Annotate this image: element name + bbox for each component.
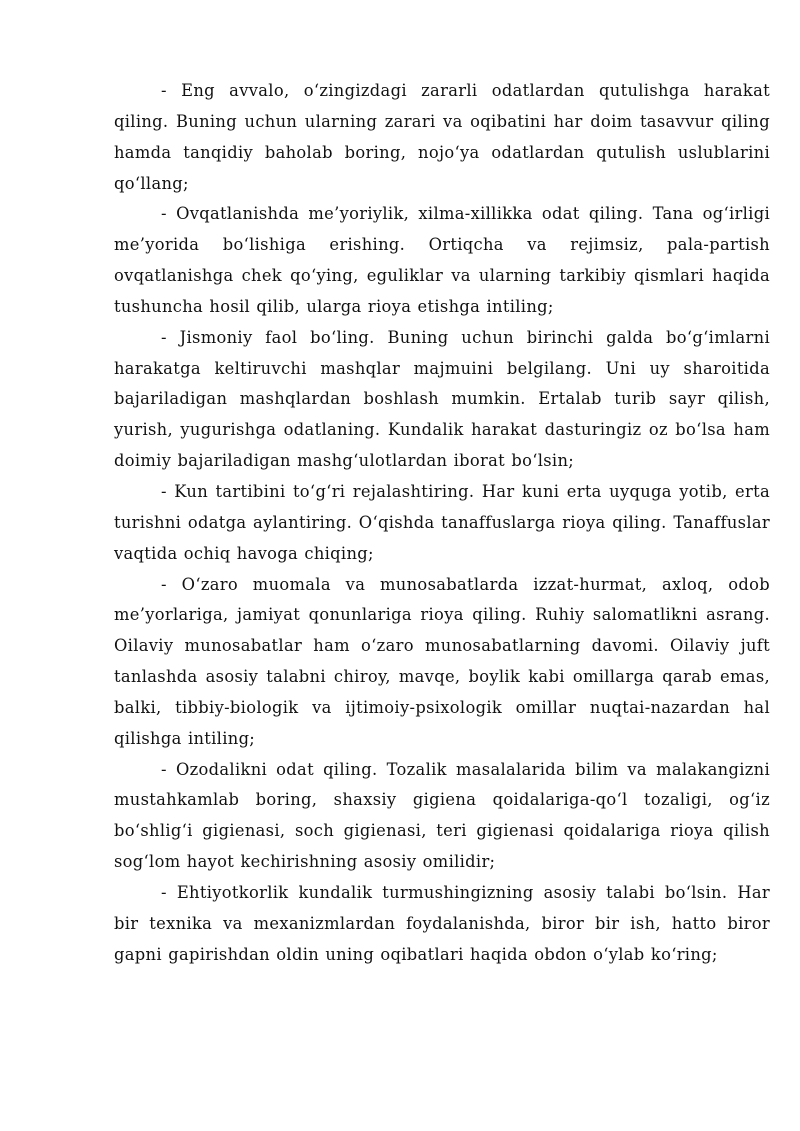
paragraph-daily-schedule: - Kun tartibini to‘g‘ri rejalashtiring. Har kuni erta uyquga yotib, erta turishni odatga aylantiring. O‘qishda tanaffuslarga rioya qiling. Tanaffuslar vaqtida ochiq havoga chiqing; bbox=[114, 481, 770, 563]
paragraph-bad-habits: - Eng avvalo, o‘zingizdagi zararli odatlardan qutulishga harakat qiling. Buning uchun ularning zarari va oqibatini har doim tasavvur qiling hamda tanqidiy baholab boring, nojo‘ya odatlardan qutulish uslublarini qo‘llang; bbox=[114, 81, 770, 193]
paragraph-physical-activity: - Jismoniy faol bo‘ling. Buning uchun birinchi galda bo‘g‘imlarni harakatga keltiruvchi mashqlar majmuini belgilang. Uni uy sharoitida bajariladigan mashqlardan boshlash mumkin. Ertalab turib sayr qilish, yurish, yugurishga odatlaning. Kundalik harakat dasturingiz oz bo‘lsa ham doimiy bajariladigan mashg‘ulotlardan iborat bo‘lsin; bbox=[114, 327, 770, 471]
paragraph-nutrition: - Ovqatlanishda me’yoriylik, xilma-xillikka odat qiling. Tana og‘irligi me’yorida bo‘lishiga erishing. Ortiqcha va rejimsiz, pala-partish ovqatlanishga chek qo‘ying, eguliklar va ularning tarkibiy qismlari haqida tushuncha hosil qilib, ularga rioya etishga intiling; bbox=[114, 204, 770, 316]
paragraph-hygiene: - Ozodalikni odat qiling. Tozalik masalalarida bilim va malakangizni mustahkamlab boring, shaxsiy gigiena qoidalariga-qo‘l tozaligi, og‘iz bo‘shlig‘i gigienasi, soch gigienasi, teri gigienasi qoidalariga rioya qilish sog‘lom hayot kechirishning asosiy omilidir; bbox=[114, 759, 770, 872]
paragraph-relationships: - O‘zaro muomala va munosabatlarda izzat-hurmat, axloq, odob me’yorlariga, jamiyat qonunlariga rioya qiling. Ruhiy salomatlikni asrang. Oilaviy munosabatlar ham o‘zaro munosabatlarning davomi. Oilaviy juft tanlashda asosiy talabni chiroy, mavqe, boylik kabi omillarga qarab emas, balki, tibbiy-biologik va ijtimoiy-psixologik omillar nuqtai-nazardan hal qilishga intiling; bbox=[114, 574, 770, 748]
document-body bbox=[114, 76, 770, 970]
paragraph-caution: - Ehtiyotkorlik kundalik turmushingizning asosiy talabi bo‘lsin. Har bir texnika va mexanizmlardan foydalanishda, biror bir ish, hatto biror gapni gapirishdan oldin uning oqibatlari haqida obdon o‘ylab ko‘ring; bbox=[114, 882, 770, 964]
